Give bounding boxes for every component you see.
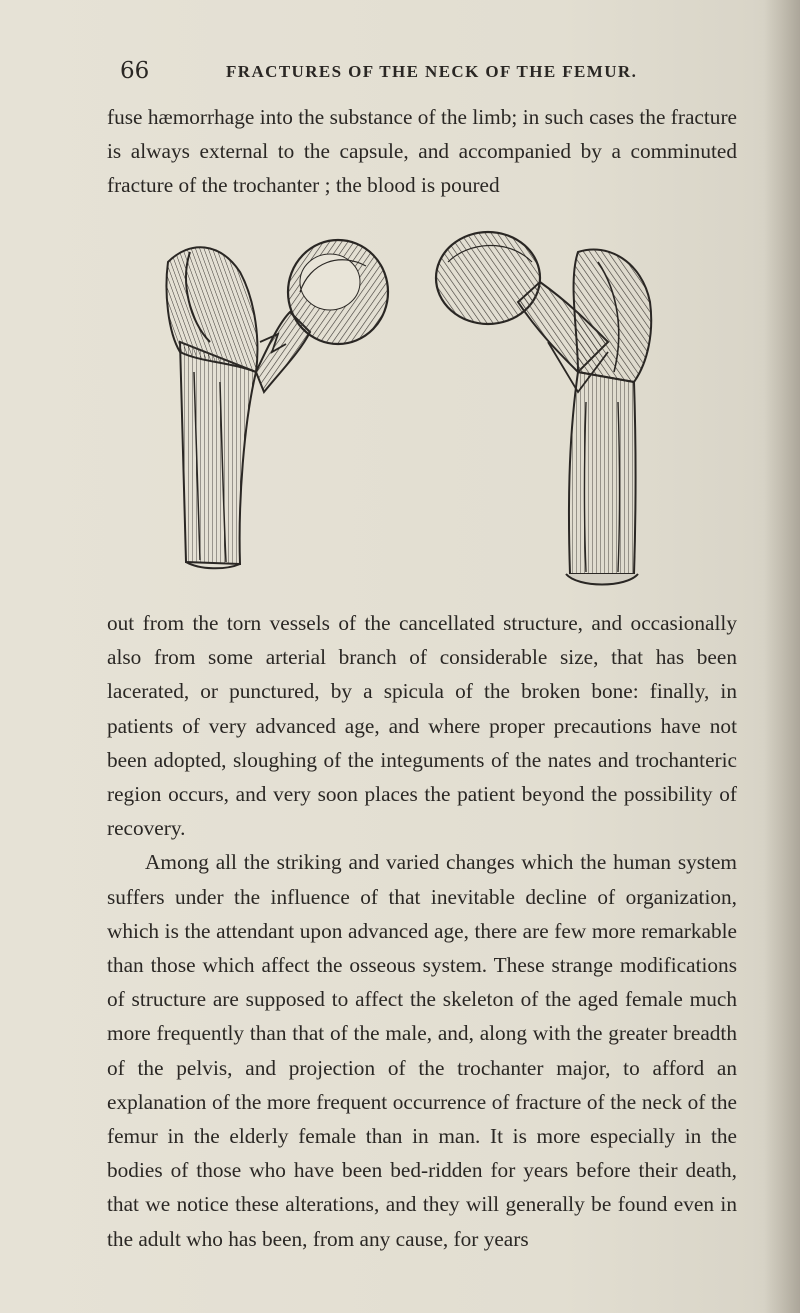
page-header xyxy=(120,58,680,88)
femur-left-shaft xyxy=(180,342,256,564)
paragraph-after-figure: out from the torn vessels of the cancellated structure, and occasionally also from some arterial branch of considerable size, that has been lacerated, or punctured, by a spicula of the broken bone: finally, in patients of very advanced age, and where proper precautions have not been adopted, sloughing of the integuments of the nates and trochanteric region occurs, and very soon places the patient beyond the possibility of recovery. xyxy=(107,611,737,841)
paragraph-aging: Among all the striking and varied changes which the human system suffers under the influence of that inevitable decline of organization, which is the attendant upon advanced age, there are few more remarkable than those which affect the osseous system. These strange modifications of structure are supposed to affect the skeleton of the aged female much more frequently than that of the male, and, along with the greater breadth of the pelvis, and projection of the trochanter major, to afford an explanation of the more frequent occurrence of fracture of the neck of the femur in the elderly female than in man. It is more especially in the bodies of those who have been bed-ridden for years before their death, that we notice these alterations, and they will generally be found even in the adult who has been, from any cause, for years xyxy=(107,850,737,1251)
running-head: FRACTURES OF THE NECK OF THE FEMUR. xyxy=(226,62,638,81)
femur-right-trochanter xyxy=(574,249,652,382)
femur-illustration xyxy=(160,222,660,602)
page-edge-shadow xyxy=(764,0,800,1313)
femur-left-drawing xyxy=(160,222,390,602)
femur-right-drawing xyxy=(428,222,660,602)
paragraph-continued: fuse hæmorrhage into the substance of the limb; in such cases the fracture is always external to the capsule, and accompanied by a comminuted fracture of the trochanter ; the blood is poured xyxy=(107,105,737,198)
page-number: 66 xyxy=(120,58,150,84)
text-block-top xyxy=(107,100,737,203)
femur-right-shaft xyxy=(569,372,636,574)
text-block-bottom xyxy=(107,606,737,1256)
